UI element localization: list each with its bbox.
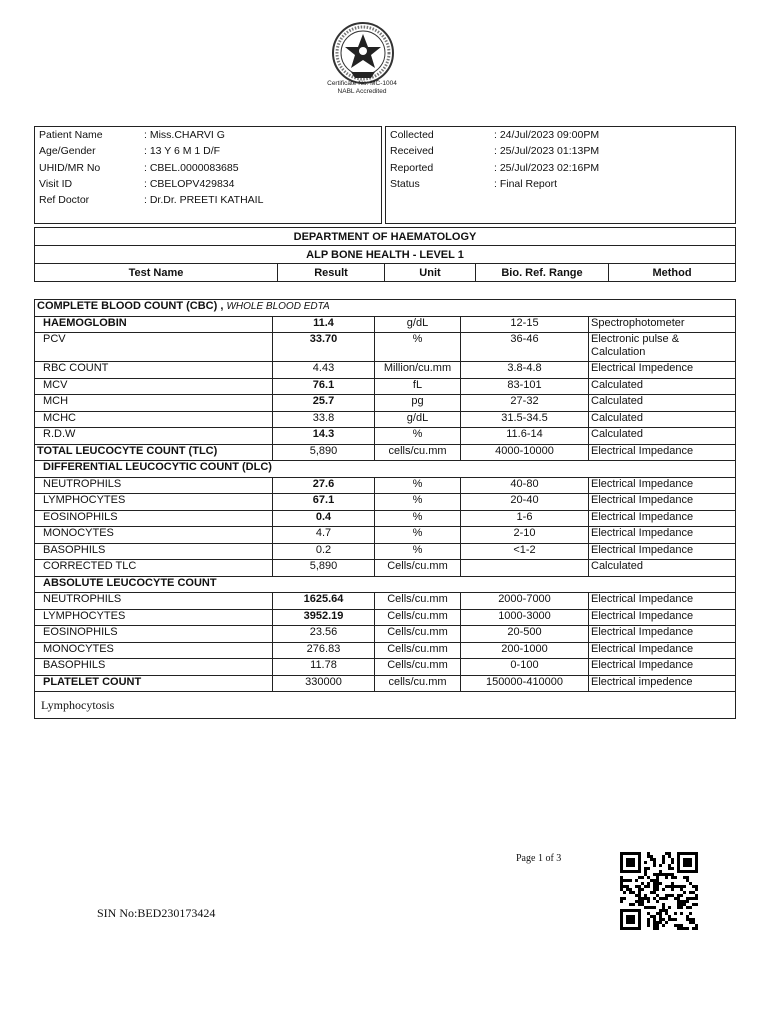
reference-range: 36-46 [461,333,589,362]
test-method: Electrical Impedance [589,609,736,626]
reference-range: 83-101 [461,378,589,395]
status: : Final Report [494,178,558,190]
test-result: 276.83 [273,642,375,659]
note-row [35,692,736,719]
test-unit: Million/cu.mm [375,362,461,379]
test-result: 330000 [273,675,375,692]
collected-label: Collected [390,129,434,141]
test-name: MCV [35,378,273,395]
received-label: Received [390,145,434,157]
table-row [35,316,736,333]
test-result: 4.7 [273,527,375,544]
reference-range: 0-100 [461,659,589,676]
test-unit: Cells/cu.mm [375,560,461,577]
column-header: Bio. Ref. Range [476,264,609,282]
subheader-label: DIFFERENTIAL LEUCOCYTIC COUNT (DLC) [35,461,736,478]
test-name: EOSINOPHILS [35,510,273,527]
test-name: BASOPHILS [35,543,273,560]
reference-range [461,560,589,577]
test-method: Electronic pulse & Calculation [589,333,736,362]
reported-label: Reported [390,162,434,174]
test-unit: g/dL [375,411,461,428]
ref-doctor-label: Ref Doctor [39,194,90,206]
test-name: NEUTROPHILS [35,477,273,494]
age-gender: : 13 Y 6 M 1 D/F [144,145,221,157]
test-method: Electrical Impedance [589,626,736,643]
test-name: BASOPHILS [35,659,273,676]
visit-id: : CBELOPV429834 [144,178,235,190]
test-name: CORRECTED TLC [35,560,273,577]
test-name: PCV [35,333,273,362]
test-unit: % [375,510,461,527]
reference-range: 12-15 [461,316,589,333]
test-method: Electrical Impedance [589,593,736,610]
uhid: : CBEL.0000083685 [144,162,239,174]
section-header [35,300,736,317]
test-method: Electrical Impedance [589,642,736,659]
test-name: TOTAL LEUCOCYTE COUNT (TLC) [35,444,273,461]
test-method: Electrical impedence [589,675,736,692]
table-row [35,333,736,362]
test-unit: Cells/cu.mm [375,626,461,643]
test-method: Calculated [589,560,736,577]
test-result: 14.3 [273,428,375,445]
test-unit: Cells/cu.mm [375,593,461,610]
patient-name: : Miss.CHARVI G [144,129,225,141]
test-method: Electrical Impedance [589,527,736,544]
certificate-number: Certificate No: MC-1004 [327,80,397,87]
lab-seal-logo-icon [330,20,396,86]
test-unit: % [375,494,461,511]
reference-range: 4000-10000 [461,444,589,461]
test-unit: cells/cu.mm [375,444,461,461]
specimen-type: WHOLE BLOOD EDTA [226,301,330,312]
test-result: 27.6 [273,477,375,494]
table-row [35,477,736,494]
test-result: 67.1 [273,494,375,511]
test-unit: cells/cu.mm [375,675,461,692]
collected: : 24/Jul/2023 09:00PM [494,129,600,141]
panel-title: ALP BONE HEALTH - LEVEL 1 [35,246,736,264]
test-result: 3952.19 [273,609,375,626]
test-result: 76.1 [273,378,375,395]
table-row [35,395,736,412]
test-unit: % [375,477,461,494]
reference-range: 200-1000 [461,642,589,659]
section-title: COMPLETE BLOOD COUNT (CBC) , [37,300,224,312]
uhid-label: UHID/MR No [39,162,101,174]
age-gender-label: Age/Gender [39,145,96,157]
test-name: LYMPHOCYTES [35,609,273,626]
subheader-label: ABSOLUTE LEUCOCYTE COUNT [35,576,736,593]
reference-range: 11.6-14 [461,428,589,445]
reference-range: 20-500 [461,626,589,643]
test-method: Electrical Impedance [589,444,736,461]
page-number: Page 1 of 3 [516,853,562,864]
column-header: Unit [385,264,476,282]
test-result: 5,890 [273,560,375,577]
sin-number: SIN No:BED230173424 [97,906,216,920]
status-label: Status [390,178,420,190]
accreditation: NABL Accredited [337,88,387,95]
column-header: Result [278,264,385,282]
test-method: Electrical Impedence [589,362,736,379]
column-header: Method [609,264,736,282]
test-method: Electrical Impedance [589,477,736,494]
test-name: PLATELET COUNT [35,675,273,692]
test-result: 23.56 [273,626,375,643]
reference-range: 150000-410000 [461,675,589,692]
table-row [35,510,736,527]
reference-range: 20-40 [461,494,589,511]
test-unit: Cells/cu.mm [375,642,461,659]
table-row [35,593,736,610]
reference-range: 1000-3000 [461,609,589,626]
table-row [35,642,736,659]
test-result: 33.70 [273,333,375,362]
results-table [34,299,736,719]
test-name: MONOCYTES [35,642,273,659]
table-subheader-row [35,576,736,593]
reference-range: 27-32 [461,395,589,412]
test-result: 1625.64 [273,593,375,610]
test-name: MONOCYTES [35,527,273,544]
test-unit: % [375,543,461,560]
test-method: Calculated [589,378,736,395]
test-result: 25.7 [273,395,375,412]
table-row [35,675,736,692]
test-method: Spectrophotometer [589,316,736,333]
table-row [35,494,736,511]
table-row [35,659,736,676]
table-row [35,626,736,643]
ref-doctor: : Dr.Dr. PREETI KATHAIL [144,194,264,206]
table-row [35,560,736,577]
reference-range: <1-2 [461,543,589,560]
reference-range: 2-10 [461,527,589,544]
test-method: Electrical Impedance [589,543,736,560]
test-unit: % [375,428,461,445]
test-method: Calculated [589,395,736,412]
test-result: 0.2 [273,543,375,560]
test-name: R.D.W [35,428,273,445]
patient-info-box [34,126,382,224]
table-row [35,444,736,461]
table-row [35,527,736,544]
reference-range: 2000-7000 [461,593,589,610]
table-row [35,543,736,560]
test-unit: g/dL [375,316,461,333]
table-subheader-row [35,461,736,478]
test-result: 33.8 [273,411,375,428]
test-result: 4.43 [273,362,375,379]
test-unit: % [375,333,461,362]
test-name: MCHC [35,411,273,428]
test-name: RBC COUNT [35,362,273,379]
patient-name-label: Patient Name [39,129,103,141]
received: : 25/Jul/2023 01:13PM [494,145,600,157]
test-unit: pg [375,395,461,412]
table-row [35,378,736,395]
test-name: EOSINOPHILS [35,626,273,643]
qr-code-icon [620,852,698,930]
test-name: MCH [35,395,273,412]
test-unit: % [375,527,461,544]
test-name: HAEMOGLOBIN [35,316,273,333]
reference-range: 1-6 [461,510,589,527]
test-method: Electrical Impedance [589,510,736,527]
department-title: DEPARTMENT OF HAEMATOLOGY [35,228,736,246]
test-name: LYMPHOCYTES [35,494,273,511]
table-row [35,428,736,445]
visit-id-label: Visit ID [39,178,73,190]
test-result: 0.4 [273,510,375,527]
test-result: 5,890 [273,444,375,461]
table-row [35,411,736,428]
reported: : 25/Jul/2023 02:16PM [494,162,600,174]
reference-range: 3.8-4.8 [461,362,589,379]
reference-range: 31.5-34.5 [461,411,589,428]
table-row [35,362,736,379]
test-unit: Cells/cu.mm [375,609,461,626]
table-row [35,609,736,626]
test-unit: Cells/cu.mm [375,659,461,676]
test-method: Calculated [589,411,736,428]
reference-range: 40-80 [461,477,589,494]
report-header-table [34,227,736,282]
test-name: NEUTROPHILS [35,593,273,610]
test-result: 11.4 [273,316,375,333]
test-result: 11.78 [273,659,375,676]
test-method: Calculated [589,428,736,445]
column-header: Test Name [35,264,278,282]
interpretation-note: Lymphocytosis [35,692,736,719]
certificate-text [300,80,424,96]
test-method: Electrical Impedance [589,494,736,511]
test-method: Electrical Impedance [589,659,736,676]
sample-info-box [385,126,736,224]
test-unit: fL [375,378,461,395]
